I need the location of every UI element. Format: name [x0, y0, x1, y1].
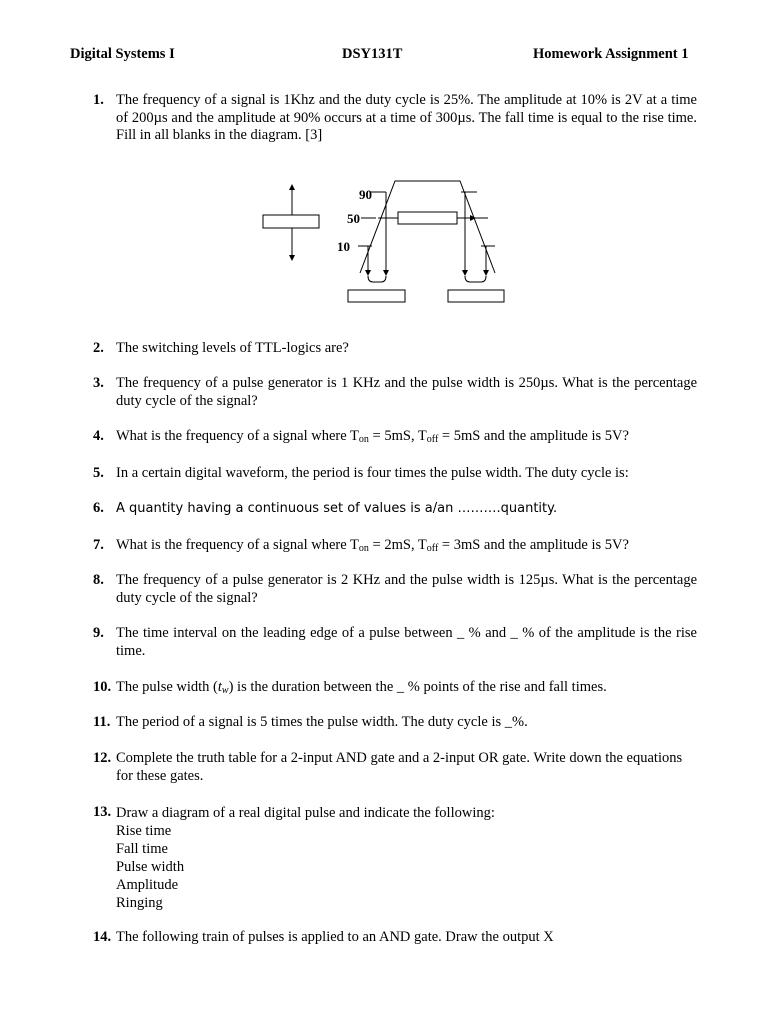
level-label-10: 10	[337, 239, 350, 254]
question-5	[93, 465, 697, 483]
amplitude-blank-box[interactable]	[263, 215, 319, 228]
question-number: 7.	[93, 537, 104, 553]
question-number: 2.	[93, 340, 104, 356]
question-number: 1.	[93, 92, 104, 108]
question-4	[93, 428, 697, 446]
question-text: The period of a signal is 5 times the pulse width. The duty cycle is _%.	[116, 714, 528, 730]
page-header	[0, 46, 768, 66]
question-9	[93, 625, 697, 660]
pulse-diagram-svg	[255, 175, 515, 310]
pulse-width-blank-box[interactable]	[398, 212, 457, 224]
question-text: The following train of pulses is applied to an AND gate. Draw the output X	[116, 929, 554, 945]
question-13	[93, 804, 697, 912]
question-12	[93, 750, 697, 785]
question-11	[93, 714, 697, 732]
assignment-title: Homework Assignment 1	[533, 46, 689, 62]
question-number: 11.	[93, 714, 111, 730]
list-item: Ringing	[116, 895, 163, 911]
level-label-50: 50	[347, 211, 360, 226]
course-code: DSY131T	[342, 46, 403, 62]
question-13-intro: Draw a diagram of a real digital pulse and indicate the following:	[116, 805, 495, 821]
question-text: What is the frequency of a signal where $T_{on} = 2mS$, $T_{off} = 3mS$ and the amplitude is 5V?	[116, 537, 629, 554]
list-item: Pulse width	[116, 859, 185, 875]
question-number: 10.	[93, 679, 112, 695]
question-8	[93, 572, 697, 607]
fall-time-brace	[465, 276, 486, 282]
question-text: The switching levels of TTL-logics are?	[116, 340, 349, 356]
list-item: Amplitude	[116, 877, 179, 893]
question-6	[93, 500, 697, 518]
question-text	[116, 804, 697, 912]
question-3	[93, 375, 697, 410]
question-number: 3.	[93, 375, 104, 391]
question-number: 9.	[93, 625, 104, 641]
question-text: A quantity having a continuous set of values is a/an ……….quantity.	[116, 501, 558, 516]
question-number: 6.	[93, 500, 104, 516]
rise-time-blank-box[interactable]	[348, 290, 405, 302]
course-title: Digital Systems I	[70, 46, 175, 62]
question-7	[93, 537, 697, 555]
list-item: Fall time	[116, 841, 168, 857]
question-text: The time interval on the leading edge of a pulse between _ % and _ % of the amplitude is the rise time.	[116, 625, 697, 659]
question-number: 5.	[93, 465, 104, 481]
question-text: In a certain digital waveform, the period is four times the pulse width. The duty cycle is:	[116, 465, 629, 481]
question-10	[93, 679, 697, 697]
question-text: Complete the truth table for a 2-input AND gate and a 2-input OR gate. Write down the equations for these gates.	[116, 750, 683, 784]
pulse-waveform	[360, 181, 495, 273]
question-text: What is the frequency of a signal where $T_{on} = 5mS$, $T_{off} = 5mS$ and the amplitude is 5V?	[116, 428, 629, 445]
question-number: 12.	[93, 750, 112, 766]
level-label-90: 90	[359, 187, 372, 202]
question-text: The frequency of a pulse generator is 1 KHz and the pulse width is 250µs. What is the percentage duty cycle of the signal?	[116, 375, 697, 409]
question-text: The frequency of a pulse generator is 2 KHz and the pulse width is 125µs. What is the percentage duty cycle of the signal?	[116, 572, 697, 606]
question-2	[93, 340, 697, 358]
question-number: 13.	[93, 804, 112, 820]
list-item: Rise time	[116, 823, 172, 839]
pulse-diagram	[255, 175, 515, 310]
rise-time-brace	[368, 276, 386, 282]
question-number: 8.	[93, 572, 104, 588]
question-1	[93, 92, 697, 145]
question-number: 14.	[93, 929, 112, 945]
question-14	[93, 929, 697, 947]
question-text: The frequency of a signal is 1Khz and the duty cycle is 25%. The amplitude at 10% is 2V at a time of 200µs and the amplitude at 90% occurs at a time of 300µs. The fall time is equal to the rise time. Fill in all blanks in the diagram. [3]	[116, 92, 697, 143]
fall-time-blank-box[interactable]	[448, 290, 504, 302]
question-text: The pulse width $(t_w)$ is the duration between the _ % points of the rise and fall times.	[116, 679, 607, 696]
question-number: 4.	[93, 428, 104, 444]
